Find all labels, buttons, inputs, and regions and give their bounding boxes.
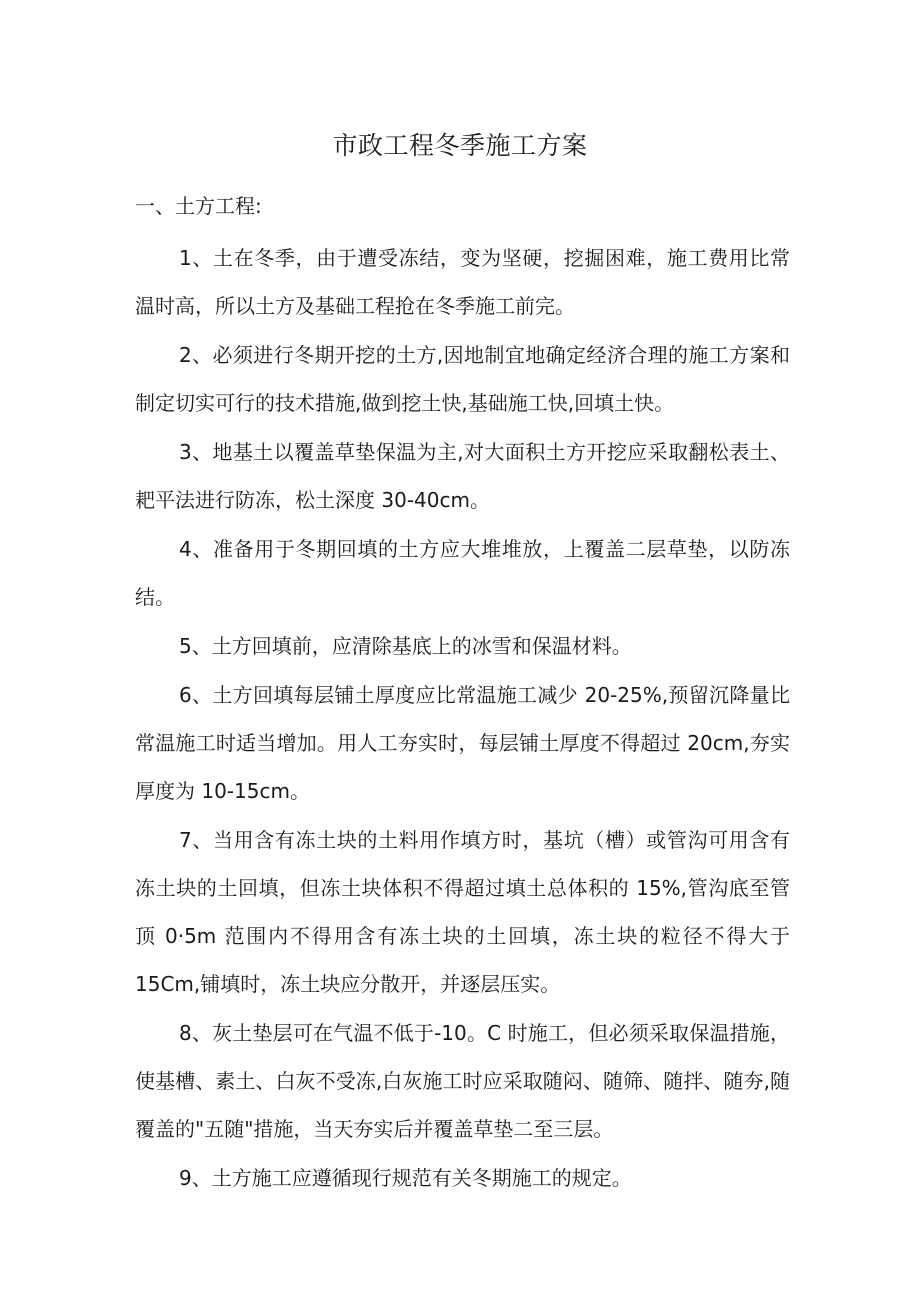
paragraph-8: 8、灰土垫层可在气温不低于-10。C 时施工，但必须采取保温措施，使基槽、素土、白灰不受冻,白灰施工时应采取随闷、随筛、随拌、随夯,随覆盖的"五随"措施，当天夯实后并覆盖草垫二至三层。: [135, 1021, 790, 1141]
paragraph-9: 9、土方施工应遵循现行规范有关冬期施工的规定。: [179, 1166, 632, 1190]
paragraph-4: 4、准备用于冬期回填的土方应大堆堆放，上覆盖二层草垫，以防冻结。: [135, 537, 790, 609]
document-body: [135, 234, 790, 1203]
paragraph-5: 5、土方回填前，应清除基底上的冰雪和保温材料。: [179, 634, 632, 658]
document-title: 市政工程冬季施工方案: [332, 131, 588, 160]
paragraph-7: 7、当用含有冻土块的土料用作填方时，基坑（槽）或管沟可用含有冻土块的土回填，但冻土块体积不得超过填土总体积的 15%,管沟底至管顶 0·5m 范围内不得用含有冻土块的土回填，冻土块的粒径不得大于 15Cm,铺填时，冻土块应分散开，并逐层压实。: [135, 828, 790, 996]
paragraph-3: 3、地基土以覆盖草垫保温为主,对大面积土方开挖应采取翻松表土、耙平法进行防冻，松土深度 30-40cm。: [135, 440, 790, 512]
section-heading: 一、土方工程:: [135, 194, 262, 218]
paragraph-2: 2、必须进行冬期开挖的土方,因地制宜地确定经济合理的施工方案和制定切实可行的技术措施,做到挖土快,基础施工快,回填土快。: [135, 343, 790, 415]
paragraph-6: 6、土方回填每层铺土厚度应比常温施工减少 20-25%,预留沉降量比常温施工时适当增加。用人工夯实时，每层铺土厚度不得超过 20cm,夯实厚度为 10-15cm。: [135, 683, 790, 803]
paragraph-1: 1、土在冬季，由于遭受冻结，变为坚硬，挖掘困难，施工费用比常温时高，所以土方及基础工程抢在冬季施工前完。: [135, 246, 790, 318]
